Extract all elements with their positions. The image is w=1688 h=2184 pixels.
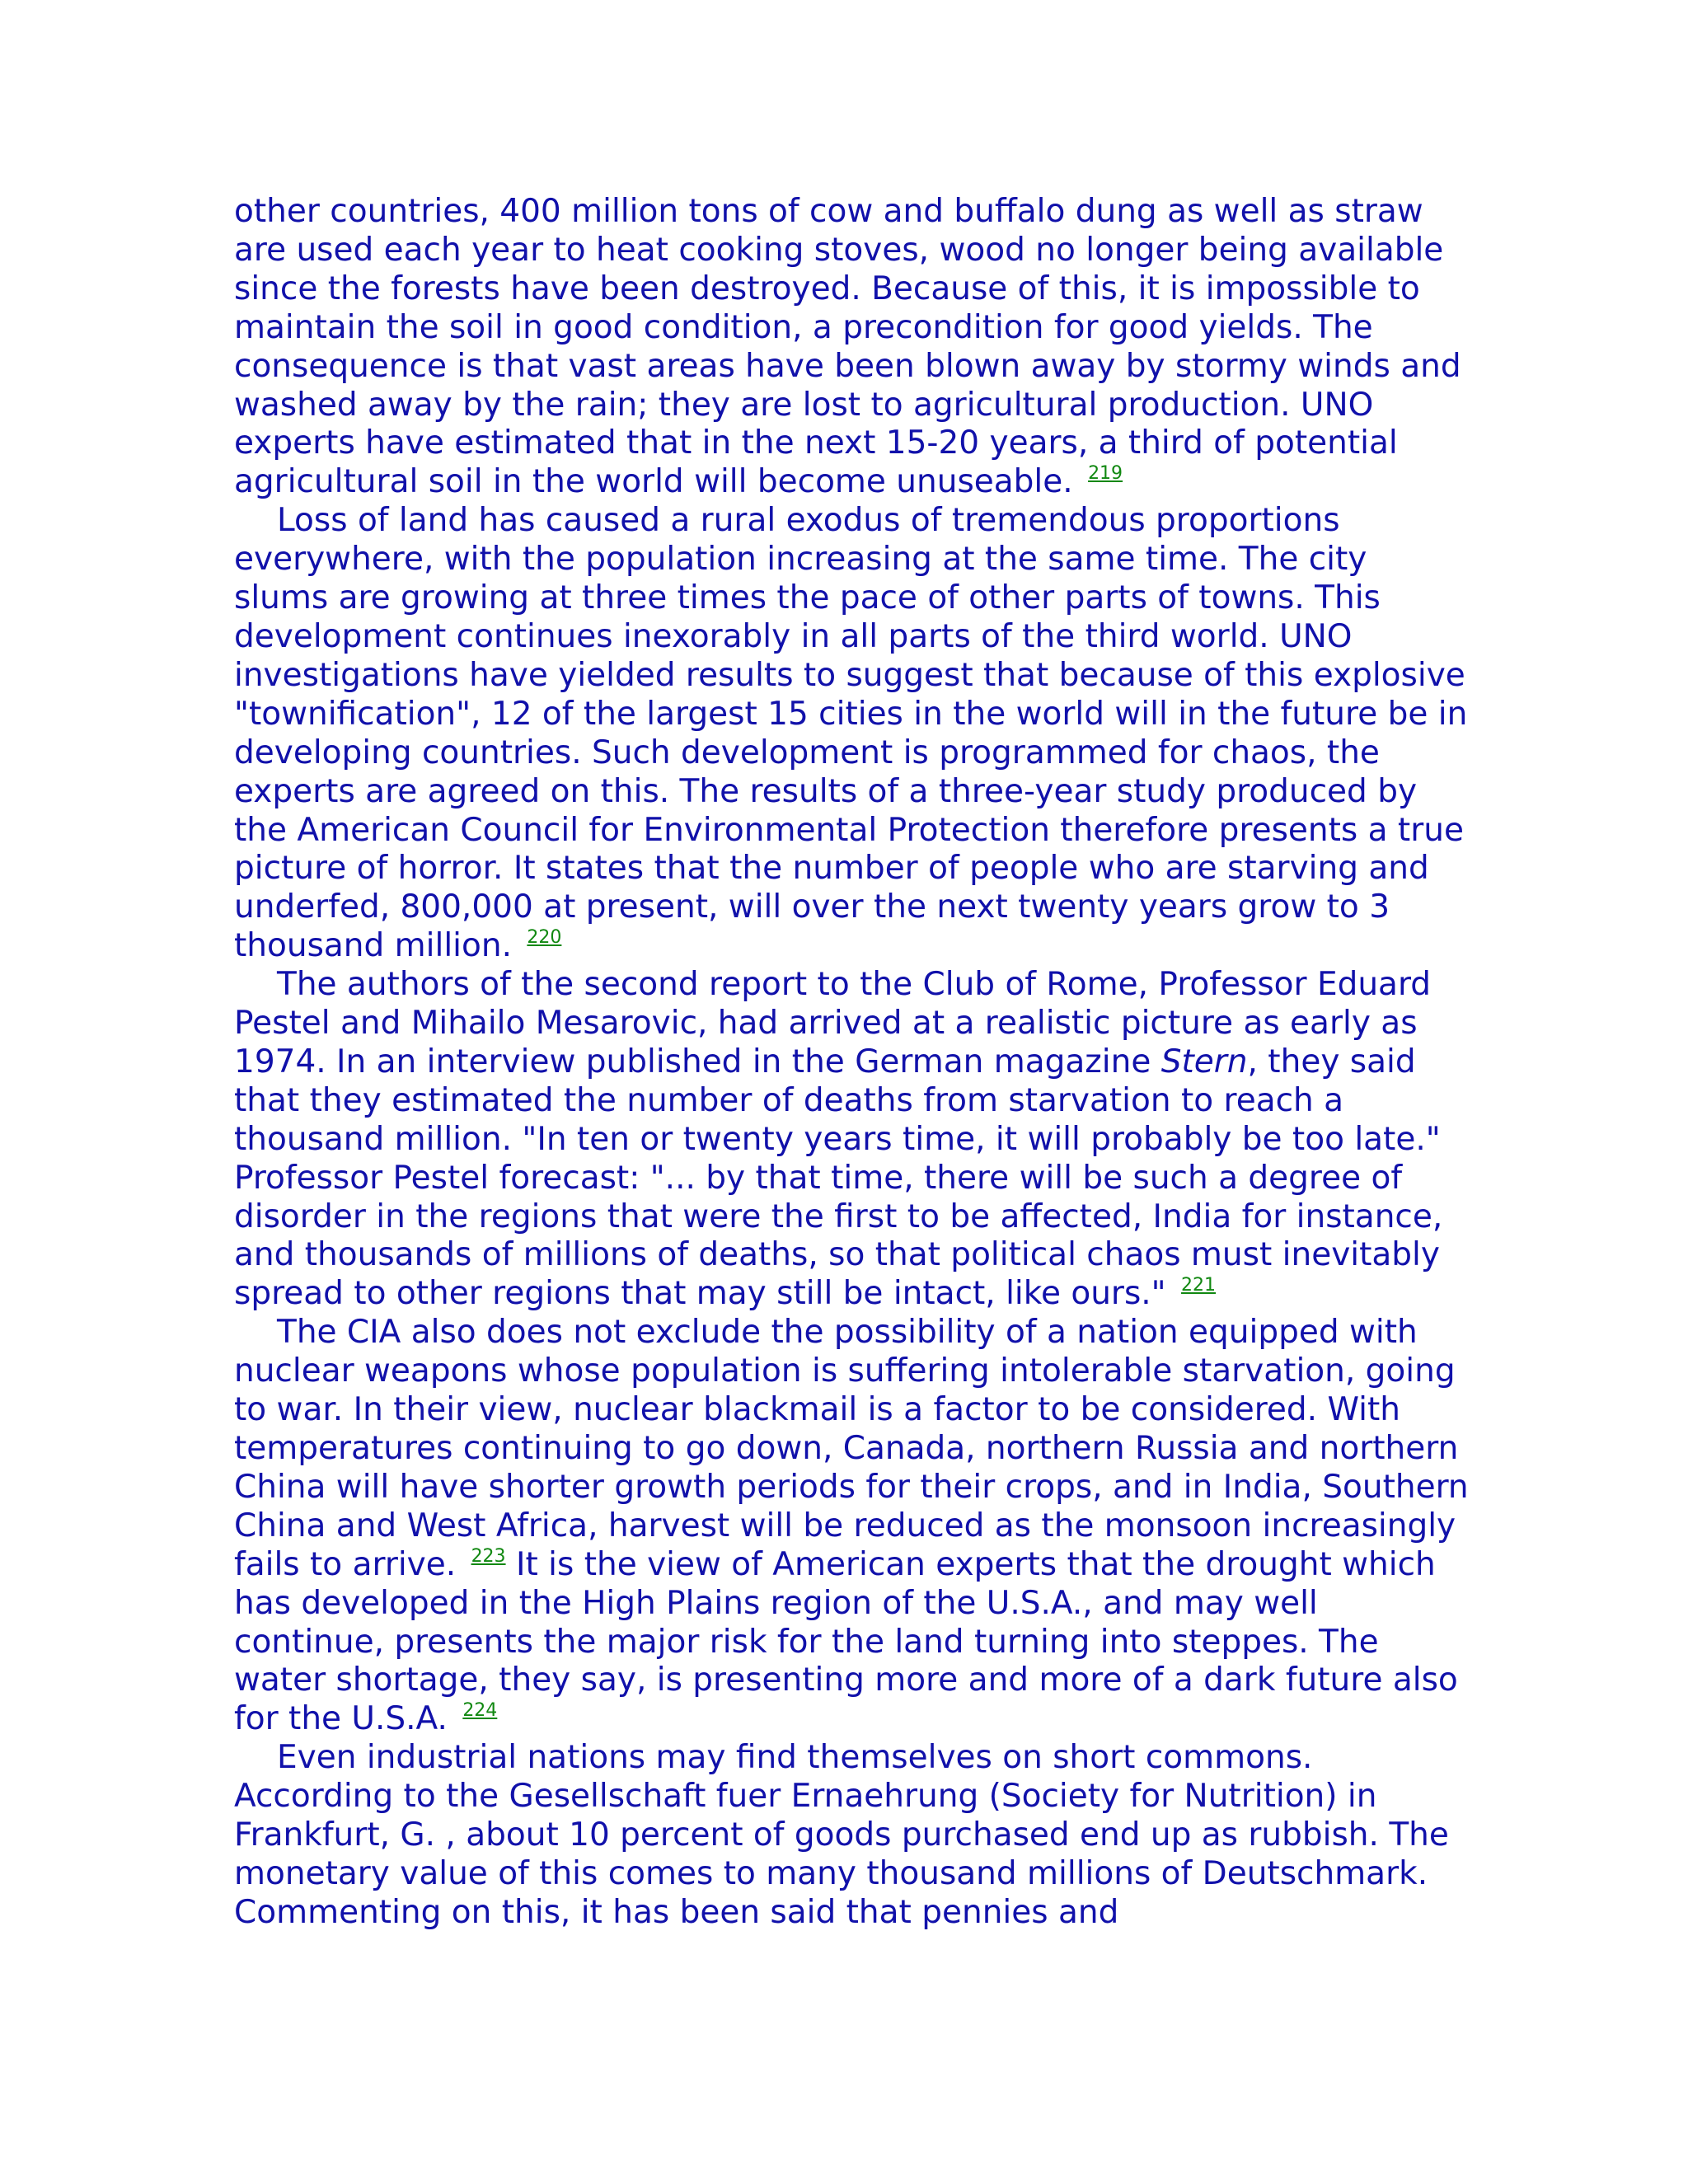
body-text: The authors of the second report to the Club of Rome, Professor Eduard Pestel and Mihailo Mesarovic, had arrived at a realistic picture as early as 1974. In an interview published in the German magazine (234, 966, 1432, 1080)
footnote-link[interactable]: 220 (527, 927, 562, 949)
footnote-link[interactable]: 219 (1088, 463, 1123, 485)
body-text: Loss of land has caused a rural exodus of tremendous proportions everywhere, with the population increasing at the same time. The city slums are growing at three times the pace of other parts of towns. This development continues inexorably in all parts of the third world. UNO investigations have yielded results to suggest that because of this explosive "townification", 12 of the largest 15 cities in the world will in the future be in developing countries. Such development is programmed for chaos, the experts are agreed on this. The results of a three-year study produced by the American Council for Environmental Protection therefore presents a true picture of horror. It states that the number of people who are starving and underfed, 800,000 at present, will over the next twenty years grow to 3 thousand million. (234, 502, 1468, 965)
body-text: other countries, 400 million tons of cow and buffalo dung as well as straw are used each year to heat cooking stoves, wood no longer being available since the forests have been destroyed. Because of this, it is impossible to maintain the soil in good condition, a precondition for good yields. The consequence is that vast areas have been blown away by stormy winds and washed away by the rain; they are lost to agricultural production. UNO experts have estimated that in the next 15-20 years, a third of potential agricultural soil in the world will become unuseable. (234, 193, 1461, 501)
body-text: , they said that they estimated the number of deaths from starvation to reach a thousand million. "In ten or twenty years time, it will probably be too late." Professor Pestel forecast: "... by that time, there will be such a degree of disorder in the regions that were the first to be affected, India for instance, and thousands of millions of deaths, so that political chaos must inevitably spread to other regions that may still be intact, like ours." (234, 1043, 1443, 1313)
document-page (234, 193, 1470, 1933)
footnote-link[interactable]: 221 (1181, 1275, 1217, 1296)
body-text: It is the view of American experts that the drought which has developed in the High Plains region of the U.S.A., and may well continue, presents the major risk for the land turning into steppes. The water shortage, they say, is presenting more and more of a dark future also for the U.S.A. (234, 1545, 1458, 1738)
footnote-link[interactable]: 224 (462, 1700, 498, 1722)
paragraph (234, 502, 1470, 966)
paragraph (234, 966, 1470, 1314)
paragraph (234, 1314, 1470, 1739)
footnote-link[interactable]: 223 (471, 1545, 506, 1567)
body-text: Even industrial nations may find themselves on short commons. According to the Gesellschaft fuer Ernaehrung (Society for Nutrition) in Frankfurt, G. , about 10 percent of goods purchased end up as rubbish. The monetary value of this comes to many thousand millions of Deutschmark. Commenting on this, it has been said that pennies and (234, 1739, 1449, 1931)
italic-text: Stern (1160, 1043, 1248, 1080)
paragraph (234, 193, 1470, 502)
paragraph (234, 1739, 1470, 1933)
body-text: The CIA also does not exclude the possibility of a nation equipped with nuclear weapons whose population is suffering intolerable starvation, going to war. In their view, nuclear blackmail is a factor to be considered. With temperatures continuing to go down, Canada, northern Russia and northern China will have shorter growth periods for their crops, and in India, Southern China and West Africa, harvest will be reduced as the monsoon increasingly fails to arrive. (234, 1314, 1469, 1583)
